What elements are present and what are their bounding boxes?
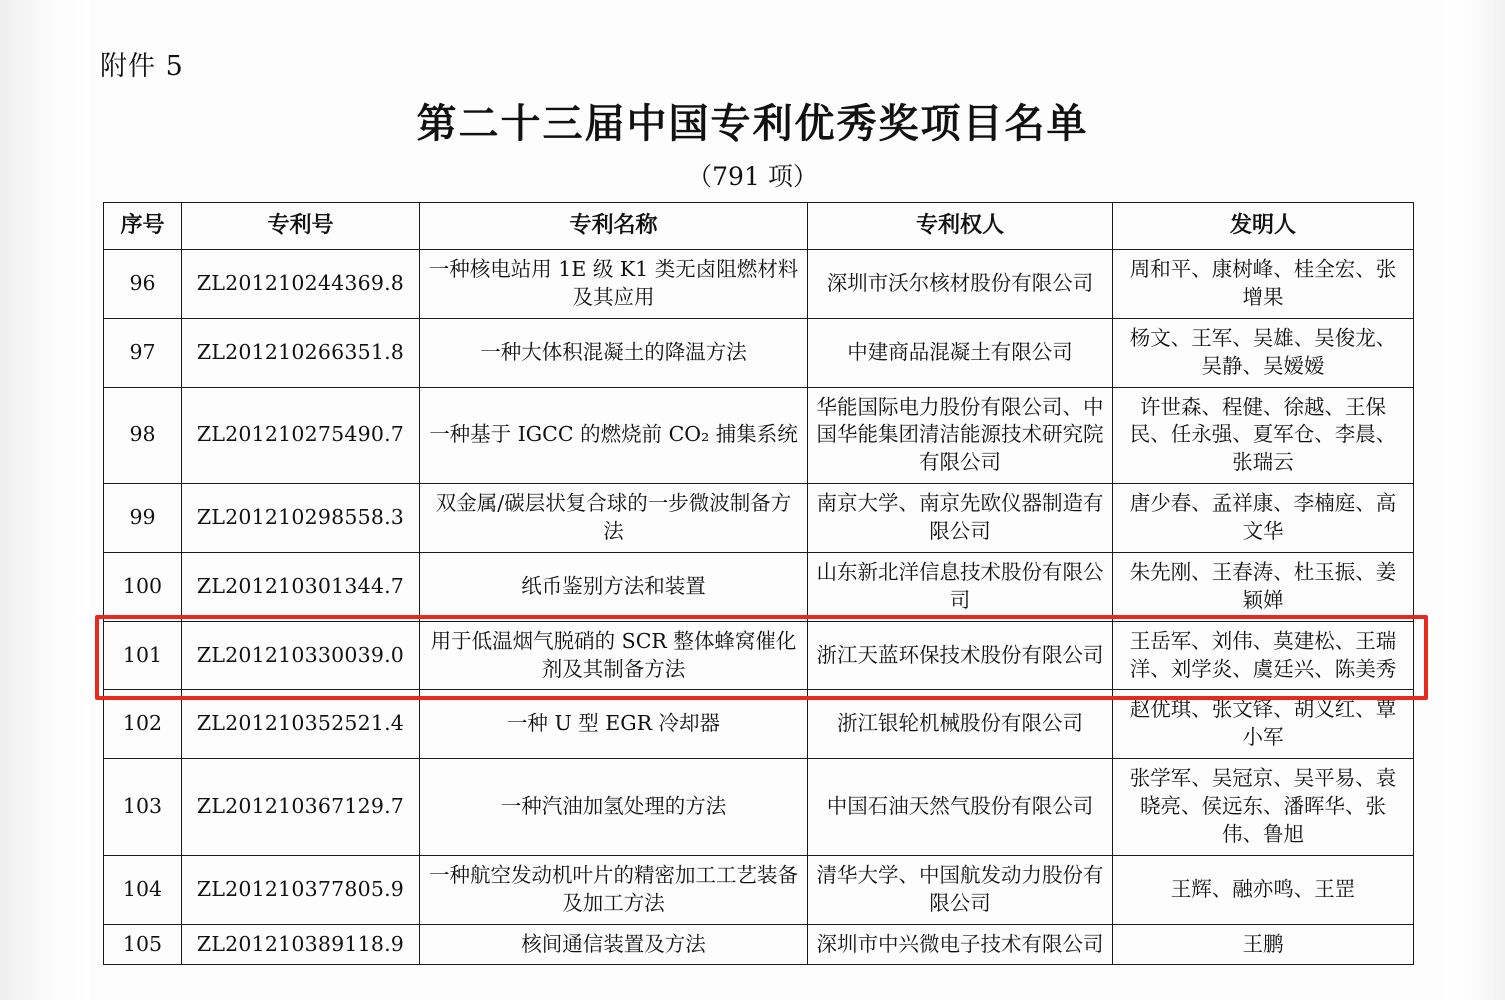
- cell-patent-id: ZL201210244369.8: [182, 250, 420, 319]
- cell-no: 102: [104, 690, 182, 759]
- cell-patent-id: ZL201210301344.7: [182, 552, 420, 621]
- table-row: [104, 387, 1414, 484]
- column-header-patent-name: 专利名称: [420, 203, 808, 250]
- cell-inventors: 赵优琪、张文铎、胡义红、覃小军: [1113, 690, 1414, 759]
- column-header-owner: 专利权人: [808, 203, 1113, 250]
- cell-owner: 中建商品混凝土有限公司: [808, 318, 1113, 387]
- table-body: [104, 250, 1414, 965]
- attachment-label: 附件 5: [100, 51, 184, 82]
- cell-inventors: 王辉、融亦鸣、王罡: [1113, 855, 1414, 924]
- table-row-highlighted: [104, 621, 1414, 690]
- cell-no: 98: [104, 387, 182, 484]
- cell-patent-name: 双金属/碳层状复合球的一步微波制备方法: [420, 484, 808, 553]
- cell-inventors: 朱先刚、王春涛、杜玉振、姜颖婵: [1113, 552, 1414, 621]
- cell-owner: 清华大学、中国航发动力股份有限公司: [808, 855, 1113, 924]
- cell-no: 104: [104, 855, 182, 924]
- table-row: [104, 484, 1414, 553]
- table-row: [104, 924, 1414, 965]
- cell-patent-id: ZL201210266351.8: [182, 318, 420, 387]
- cell-patent-name: 一种基于 IGCC 的燃烧前 CO₂ 捕集系统: [420, 387, 808, 484]
- cell-patent-name: 一种大体积混凝土的降温方法: [420, 318, 808, 387]
- cell-owner: 中国石油天然气股份有限公司: [808, 759, 1113, 856]
- cell-patent-id: ZL201210377805.9: [182, 855, 420, 924]
- cell-inventors: 唐少春、孟祥康、李楠庭、高文华: [1113, 484, 1414, 553]
- cell-inventors: 王鹏: [1113, 924, 1414, 965]
- cell-patent-id: ZL201210367129.7: [182, 759, 420, 856]
- cell-owner: 浙江银轮机械股份有限公司: [808, 690, 1113, 759]
- cell-inventors: 周和平、康树峰、桂全宏、张增果: [1113, 250, 1414, 319]
- cell-inventors: 王岳军、刘伟、莫建松、王瑞洋、刘学炎、虞廷兴、陈美秀: [1113, 621, 1414, 690]
- page-subtitle: （791 项）: [687, 162, 818, 191]
- cell-inventors: 许世森、程健、徐越、王保民、任永强、夏军仓、李晨、张瑞云: [1113, 387, 1414, 484]
- cell-owner: 深圳市沃尔核材股份有限公司: [808, 250, 1113, 319]
- cell-no: 103: [104, 759, 182, 856]
- cell-patent-name: 用于低温烟气脱硝的 SCR 整体蜂窝催化剂及其制备方法: [420, 621, 808, 690]
- cell-inventors: 张学军、吴冠京、吴平易、袁晓亮、侯远东、潘晖华、张伟、鲁旭: [1113, 759, 1414, 856]
- table-row: [104, 759, 1414, 856]
- table-row: [104, 250, 1414, 319]
- cell-owner: 华能国际电力股份有限公司、中国华能集团清洁能源技术研究院有限公司: [808, 387, 1113, 484]
- cell-patent-name: 一种核电站用 1E 级 K1 类无卤阻燃材料及其应用: [420, 250, 808, 319]
- column-header-no: 序号: [104, 203, 182, 250]
- cell-patent-name: 一种航空发动机叶片的精密加工工艺装备及加工方法: [420, 855, 808, 924]
- cell-patent-name: 核间通信装置及方法: [420, 924, 808, 965]
- cell-patent-id: ZL201210330039.0: [182, 621, 420, 690]
- column-header-inventors: 发明人: [1113, 203, 1414, 250]
- cell-no: 100: [104, 552, 182, 621]
- cell-patent-name: 一种汽油加氢处理的方法: [420, 759, 808, 856]
- cell-inventors: 杨文、王军、吴雄、吴俊龙、吴静、吴嫒嫒: [1113, 318, 1414, 387]
- cell-no: 96: [104, 250, 182, 319]
- cell-patent-name: 一种 U 型 EGR 冷却器: [420, 690, 808, 759]
- cell-patent-name: 纸币鉴别方法和装置: [420, 552, 808, 621]
- table-header-row: [104, 203, 1414, 250]
- cell-no: 99: [104, 484, 182, 553]
- table-row: [104, 690, 1414, 759]
- table-row: [104, 552, 1414, 621]
- cell-patent-id: ZL201210298558.3: [182, 484, 420, 553]
- patent-table: [103, 202, 1414, 965]
- cell-no: 101: [104, 621, 182, 690]
- cell-patent-id: ZL201210352521.4: [182, 690, 420, 759]
- cell-owner: 南京大学、南京先欧仪器制造有限公司: [808, 484, 1113, 553]
- patent-table-container: [103, 202, 1413, 965]
- cell-patent-id: ZL201210389118.9: [182, 924, 420, 965]
- table-row: [104, 855, 1414, 924]
- cell-owner: 浙江天蓝环保技术股份有限公司: [808, 621, 1113, 690]
- cell-owner: 深圳市中兴微电子技术有限公司: [808, 924, 1113, 965]
- cell-no: 97: [104, 318, 182, 387]
- cell-patent-id: ZL201210275490.7: [182, 387, 420, 484]
- cell-no: 105: [104, 924, 182, 965]
- page-title: 第二十三届中国专利优秀奖项目名单: [416, 100, 1089, 147]
- column-header-patent-id: 专利号: [182, 203, 420, 250]
- table-row: [104, 318, 1414, 387]
- cell-owner: 山东新北洋信息技术股份有限公司: [808, 552, 1113, 621]
